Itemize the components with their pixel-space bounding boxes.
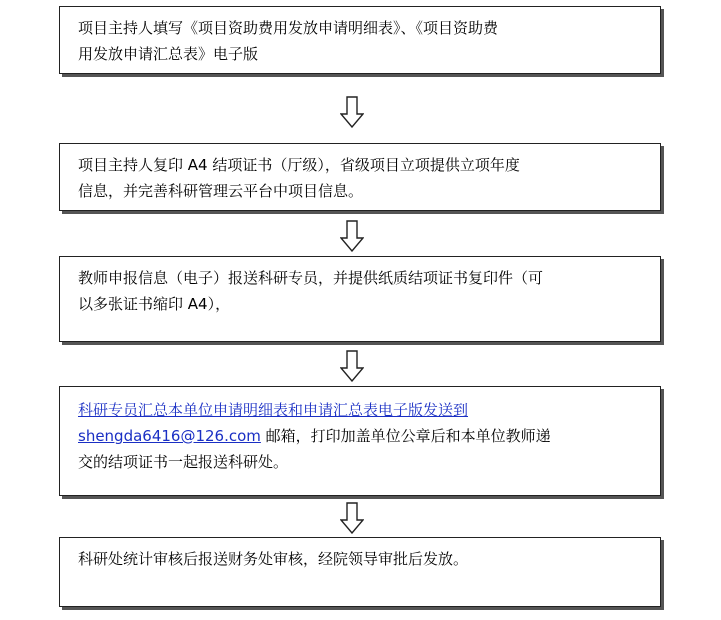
hollow-down-arrow-icon: [340, 350, 364, 382]
hollow-down-arrow-icon: [340, 502, 364, 534]
step-3-teacher-submit: [59, 256, 661, 342]
step-1-line-2: 用发放申请汇总表》电子版: [78, 45, 259, 63]
step-2-line-2: 信息，并完善科研管理云平台中项目信息。: [78, 182, 364, 200]
step-3-line-1: 教师申报信息（电子）报送科研专员，并提供纸质结项证书复印件（可: [78, 269, 544, 287]
step-4-line-2-text: 邮箱，打印加盖单位公章后和本单位教师递: [260, 427, 551, 445]
hollow-down-arrow-icon: [340, 220, 364, 252]
step-2-line-1: 项目主持人复印 A4 结项证书（厅级），省级项目立项提供立项年度: [78, 156, 520, 174]
step-4-specialist-send: [59, 386, 661, 496]
step-5-review-and-pay: [59, 537, 661, 607]
hollow-down-arrow-icon: [340, 96, 364, 128]
step-5-line-1: 科研处统计审核后报送财务处审核，经院领导审批后发放。: [78, 550, 469, 568]
step-3-line-2: 以多张证书缩印 A4），: [78, 295, 231, 313]
step-1-line-1: 项目主持人填写《项目资助费用发放申请明细表》、《项目资助费: [78, 19, 499, 37]
step-1-fill-forms: [59, 6, 661, 74]
step-4-line-3: 交的结项证书一起报送科研处。: [78, 453, 289, 471]
email-link[interactable]: shengda6416@126.com: [78, 427, 261, 445]
step-2-copy-certificate: [59, 143, 661, 211]
step-4-link-text[interactable]: 科研专员汇总本单位申请明细表和申请汇总表电子版发送到: [78, 401, 469, 419]
